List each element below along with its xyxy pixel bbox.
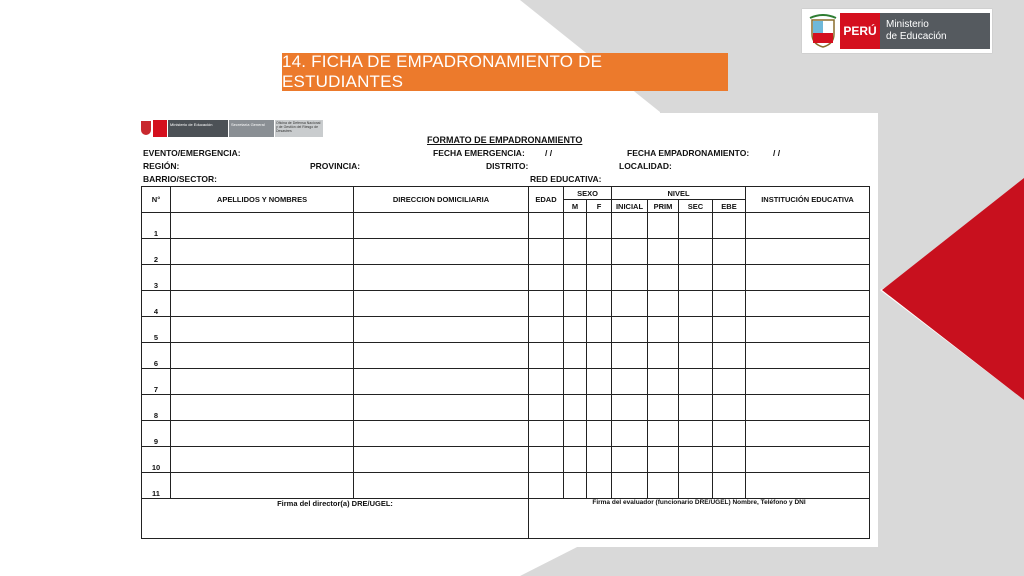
- table-cell: [713, 239, 746, 265]
- table-cell: [746, 265, 870, 291]
- row-number: 9: [142, 421, 171, 447]
- table-cell: [746, 213, 870, 239]
- table-cell: [612, 421, 648, 447]
- table-cell: [587, 369, 612, 395]
- table-cell: [612, 317, 648, 343]
- ministry-logo: [802, 9, 992, 53]
- table-cell: [612, 369, 648, 395]
- table-cell: [746, 291, 870, 317]
- table-cell: [587, 473, 612, 499]
- table-cell: [354, 265, 529, 291]
- row-number: 11: [142, 473, 171, 499]
- table-cell: [679, 421, 713, 447]
- table-cell: [564, 473, 587, 499]
- table-cell: [679, 369, 713, 395]
- table-cell: [612, 473, 648, 499]
- document-logo-office: Oficina de Defensa Nacional y de Gestión del Riesgo de Desastres: [275, 120, 323, 137]
- table-cell: [612, 291, 648, 317]
- row-number: 1: [142, 213, 171, 239]
- table-cell: [587, 317, 612, 343]
- table-cell: [529, 291, 564, 317]
- table-cell: [679, 291, 713, 317]
- table-cell: [354, 447, 529, 473]
- table-cell: [679, 343, 713, 369]
- table-cell: [564, 239, 587, 265]
- table-cell: [746, 343, 870, 369]
- table-cell: [648, 291, 679, 317]
- table-cell: [564, 421, 587, 447]
- table-cell: [713, 265, 746, 291]
- table-cell: [746, 239, 870, 265]
- field-red-educativa: RED EDUCATIVA:: [530, 174, 602, 184]
- field-fecha-emergencia: FECHA EMERGENCIA:: [433, 148, 525, 158]
- field-region: REGIÓN:: [143, 161, 180, 171]
- table-cell: [713, 395, 746, 421]
- table-cell: [612, 239, 648, 265]
- document-logo: [141, 120, 321, 137]
- header-apellidos: APELLIDOS Y NOMBRES: [171, 187, 354, 213]
- field-barrio: BARRIO/SECTOR:: [143, 174, 217, 184]
- header-sec: SEC: [679, 200, 713, 213]
- table-cell: [746, 317, 870, 343]
- document-logo-secretary: Secretaría General: [229, 120, 274, 137]
- table-cell: [746, 421, 870, 447]
- table-cell: [354, 239, 529, 265]
- table-cell: [713, 447, 746, 473]
- form-document: [132, 113, 878, 547]
- table-cell: [354, 473, 529, 499]
- table-cell: [612, 265, 648, 291]
- table-cell: [564, 317, 587, 343]
- table-cell: [529, 343, 564, 369]
- field-fecha-emergencia-sep: / /: [545, 148, 553, 158]
- table-cell: [587, 395, 612, 421]
- table-cell: [746, 447, 870, 473]
- header-edad: EDAD: [529, 187, 564, 213]
- header-sexo-m: M: [564, 200, 587, 213]
- footer-firma-evaluador: Firma del evaluador (funcionario DRE/UGEL) Nombre, Teléfono y DNI: [529, 499, 870, 539]
- table-cell: [529, 317, 564, 343]
- field-evento: EVENTO/EMERGENCIA:: [143, 148, 241, 158]
- logo-ministry-line2: de Educación: [886, 31, 947, 42]
- table-cell: [612, 395, 648, 421]
- table-cell: [564, 395, 587, 421]
- table-row: [142, 421, 870, 447]
- table-cell: [354, 369, 529, 395]
- table-cell: [612, 447, 648, 473]
- table-cell: [612, 213, 648, 239]
- table-cell: [648, 265, 679, 291]
- table-cell: [587, 239, 612, 265]
- table-cell: [529, 213, 564, 239]
- table-cell: [354, 421, 529, 447]
- table-cell: [587, 291, 612, 317]
- header-direccion: DIRECCION DOMICILIARIA: [354, 187, 529, 213]
- table-cell: [648, 213, 679, 239]
- table-row: [142, 239, 870, 265]
- table-row: [142, 291, 870, 317]
- field-localidad: LOCALIDAD:: [619, 161, 672, 171]
- table-cell: [529, 239, 564, 265]
- header-sexo-f: F: [587, 200, 612, 213]
- table-cell: [713, 369, 746, 395]
- table-cell: [564, 291, 587, 317]
- table-cell: [564, 369, 587, 395]
- table-cell: [171, 447, 354, 473]
- row-number: 5: [142, 317, 171, 343]
- table-cell: [587, 343, 612, 369]
- table-cell: [648, 395, 679, 421]
- table-cell: [648, 369, 679, 395]
- table-cell: [171, 473, 354, 499]
- table-cell: [679, 395, 713, 421]
- table-cell: [171, 291, 354, 317]
- table-cell: [713, 421, 746, 447]
- table-cell: [354, 395, 529, 421]
- students-table: [141, 186, 870, 539]
- table-cell: [171, 239, 354, 265]
- table-cell: [648, 343, 679, 369]
- row-number: 3: [142, 265, 171, 291]
- table-row: [142, 317, 870, 343]
- header-nivel: NIVEL: [612, 187, 746, 200]
- header-sexo: SEXO: [564, 187, 612, 200]
- table-cell: [354, 213, 529, 239]
- table-cell: [564, 447, 587, 473]
- table-body: [142, 213, 870, 499]
- table-cell: [746, 369, 870, 395]
- table-cell: [679, 317, 713, 343]
- logo-ministry-label: [880, 13, 990, 49]
- form-title: FORMATO DE EMPADRONAMIENTO: [427, 135, 583, 145]
- table-cell: [564, 213, 587, 239]
- table-cell: [564, 265, 587, 291]
- table-cell: [529, 447, 564, 473]
- table-cell: [648, 447, 679, 473]
- table-row: [142, 213, 870, 239]
- table-cell: [171, 421, 354, 447]
- table-row: [142, 369, 870, 395]
- header-num: N°: [142, 187, 171, 213]
- header-prim: PRIM: [648, 200, 679, 213]
- table-cell: [354, 317, 529, 343]
- slide-title: 14. FICHA DE EMPADRONAMIENTO DE ESTUDIANTES: [282, 53, 728, 91]
- table-row: [142, 343, 870, 369]
- field-fecha-empadronamiento-sep: / /: [773, 148, 781, 158]
- table-row: [142, 447, 870, 473]
- table-cell: [679, 239, 713, 265]
- field-provincia: PROVINCIA:: [310, 161, 361, 171]
- table-cell: [587, 265, 612, 291]
- table-cell: [171, 317, 354, 343]
- table-cell: [612, 343, 648, 369]
- table-cell: [679, 447, 713, 473]
- table-cell: [171, 395, 354, 421]
- table-row: [142, 395, 870, 421]
- field-distrito: DISTRITO:: [486, 161, 529, 171]
- table-cell: [713, 317, 746, 343]
- coat-of-arms-icon: [808, 14, 838, 48]
- table-cell: [679, 265, 713, 291]
- row-number: 4: [142, 291, 171, 317]
- document-shield-icon: [141, 121, 151, 135]
- row-number: 10: [142, 447, 171, 473]
- table-cell: [679, 213, 713, 239]
- table-cell: [529, 369, 564, 395]
- table-cell: [354, 343, 529, 369]
- header-inicial: INICIAL: [612, 200, 648, 213]
- table-row: [142, 473, 870, 499]
- row-number: 7: [142, 369, 171, 395]
- row-number: 2: [142, 239, 171, 265]
- logo-ministry-line1: Ministerio: [886, 19, 929, 30]
- footer-firma-director: Firma del director(a) DRE/UGEL:: [142, 499, 529, 539]
- document-logo-ministry: Ministerio de Educación: [168, 120, 228, 137]
- table-cell: [679, 473, 713, 499]
- document-flag-block: [153, 120, 167, 137]
- table-cell: [587, 421, 612, 447]
- table-cell: [587, 447, 612, 473]
- table-cell: [171, 343, 354, 369]
- table-cell: [713, 343, 746, 369]
- table-cell: [713, 213, 746, 239]
- header-ebe: EBE: [713, 200, 746, 213]
- table-cell: [648, 239, 679, 265]
- table-cell: [354, 291, 529, 317]
- table-cell: [713, 291, 746, 317]
- field-fecha-empadronamiento: FECHA EMPADRONAMIENTO:: [627, 148, 750, 158]
- table-cell: [746, 395, 870, 421]
- table-cell: [529, 265, 564, 291]
- table-cell: [587, 213, 612, 239]
- table-cell: [746, 473, 870, 499]
- table-cell: [648, 421, 679, 447]
- table-cell: [529, 421, 564, 447]
- table-cell: [648, 317, 679, 343]
- table-cell: [713, 473, 746, 499]
- logo-country-label: PERÚ: [840, 13, 880, 49]
- table-cell: [564, 343, 587, 369]
- table-cell: [171, 369, 354, 395]
- header-institucion: INSTITUCIÓN EDUCATIVA: [746, 187, 870, 213]
- table-cell: [529, 395, 564, 421]
- table-cell: [529, 473, 564, 499]
- table-row: [142, 265, 870, 291]
- table-cell: [171, 213, 354, 239]
- row-number: 8: [142, 395, 171, 421]
- table-cell: [171, 265, 354, 291]
- table-cell: [648, 473, 679, 499]
- row-number: 6: [142, 343, 171, 369]
